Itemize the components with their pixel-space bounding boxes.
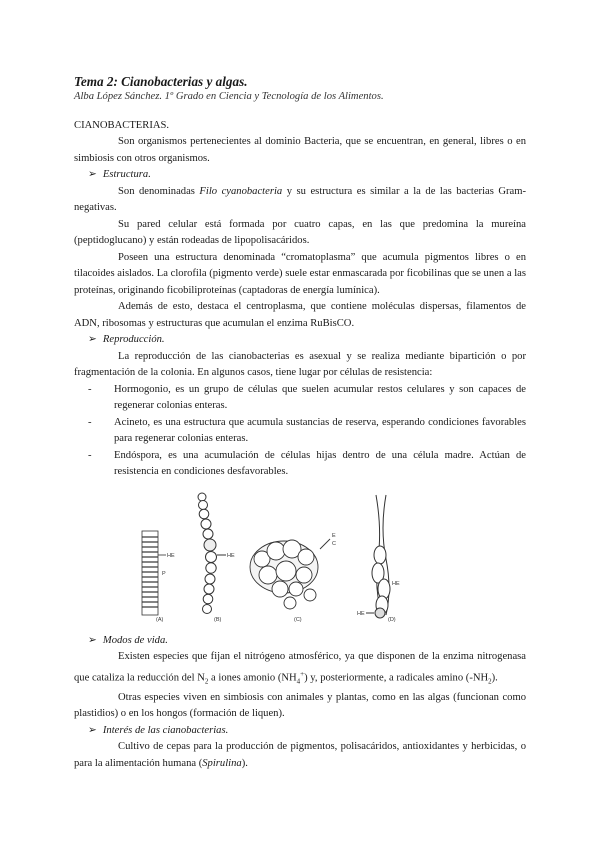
document-page <box>74 74 526 772</box>
estructura-paragraph-2: Su pared celular está formada por cuatro capas, en las que predomina la mureína (peptidoglucano) y están rodeadas de lipopolisacáridos. <box>74 218 526 246</box>
figure-label: (A) <box>156 616 164 623</box>
estructura-paragraph-1: Son denominadas Filo cyanobacteria y su estructura es similar a la de las bacterias Gram-negativas. <box>74 185 527 213</box>
cyanobacteria-figure <box>74 489 526 627</box>
figure-label: C <box>332 540 336 547</box>
modos-paragraph-2: Otras especies viven en simbiosis con animales y plantas, como en las algas (funcionan como plastidios) o en los hongos (formación de liquen). <box>74 691 526 720</box>
interes-paragraph: Cultivo de cepas para la producción de pigmentos, polisacáridos, antioxidantes y herbicidas, o para la alimentación humana (Spirulina). <box>74 741 526 769</box>
figure-label: HE <box>357 610 365 617</box>
interes-heading: ➢ Interés de las cianobacterias. <box>88 724 229 736</box>
figure-label: (C) <box>294 616 302 623</box>
arrow-icon: ➢ <box>88 634 97 646</box>
bead-chain-b-drawing <box>198 493 226 614</box>
arrow-icon: ➢ <box>88 334 97 345</box>
figure-label: E <box>332 532 336 539</box>
section-title: CIANOBACTERIAS. <box>74 120 170 131</box>
document-subtitle: Alba López Sánchez. 1º Grado en Ciencia y Tecnología de los Alimentos. <box>74 91 384 102</box>
estructura-paragraph-4: Además de esto, destaca el centroplasma, que contiene moléculas dispersas, filamentos de ADN, ribosomas y estructuras que acumulan el enzima RuBisCO. <box>74 301 526 329</box>
colony-c-drawing <box>250 539 330 609</box>
figure-label: P <box>162 570 166 577</box>
reproduccion-paragraph: La reproducción de las cianobacterias es asexual y se realiza mediante bipartición o por fragmentación de la colonia. En algunos casos, tiene lugar por células de resistencia: <box>74 350 526 378</box>
tapered-filament-d-drawing <box>366 495 390 618</box>
intro-paragraph: Son organismos pertenecientes al dominio Bacteria, que se encuentran, en general, libres o en simbiosis con otros organismos. <box>74 136 526 164</box>
cyanobacteria-drawings <box>134 489 464 627</box>
modos-paragraph-1: Existen especies que fijan el nitrógeno atmosférico, ya que disponen de la enzima nitrogenasa que cataliza la reducción del $N_2$ a iones amonio $(NH_4^+)$ y, posteriormente, a radicales amino $(-NH_2)$. <box>74 651 526 686</box>
estructura-heading: ➢ Estructura. <box>88 169 151 180</box>
estructura-paragraph-3: Poseen una estructura denominada “cromatoplasma” que acumula pigmentos libres o en tilacoides aislados. La clorofila (pigmento verde) suele estar enmascarada por ficobilinas que se unen a las proteínas, originando ficobiliproteínas (captadoras de energía lumínica). <box>74 251 526 296</box>
figure-label: (B) <box>214 616 222 623</box>
figure-label: (D) <box>388 616 396 623</box>
arrow-icon: ➢ <box>88 724 97 736</box>
figure-label: HE <box>227 552 235 559</box>
figure-label: HE <box>167 552 175 559</box>
document-title: Tema 2: Cianobacterias y algas. <box>74 74 248 89</box>
modos-heading: ➢ Modos de vida. <box>88 634 168 646</box>
list-item: - Hormogonio, es un grupo de células que suelen acumular restos celulares y son capaces de regenerar colonias enteras. <box>88 383 526 411</box>
arrow-icon: ➢ <box>88 169 97 180</box>
reproduccion-heading: ➢ Reproducción. <box>88 334 165 345</box>
list-item: - Acineto, es una estructura que acumula sustancias de reserva, esperando condiciones favorables para regenerar colonias enteras. <box>88 416 526 444</box>
figure-label: HE <box>392 580 400 587</box>
list-item: - Endóspora, es una acumulación de células hijas dentro de una célula madre. Actúan de resistencia en condiciones desfavorables. <box>88 449 526 477</box>
